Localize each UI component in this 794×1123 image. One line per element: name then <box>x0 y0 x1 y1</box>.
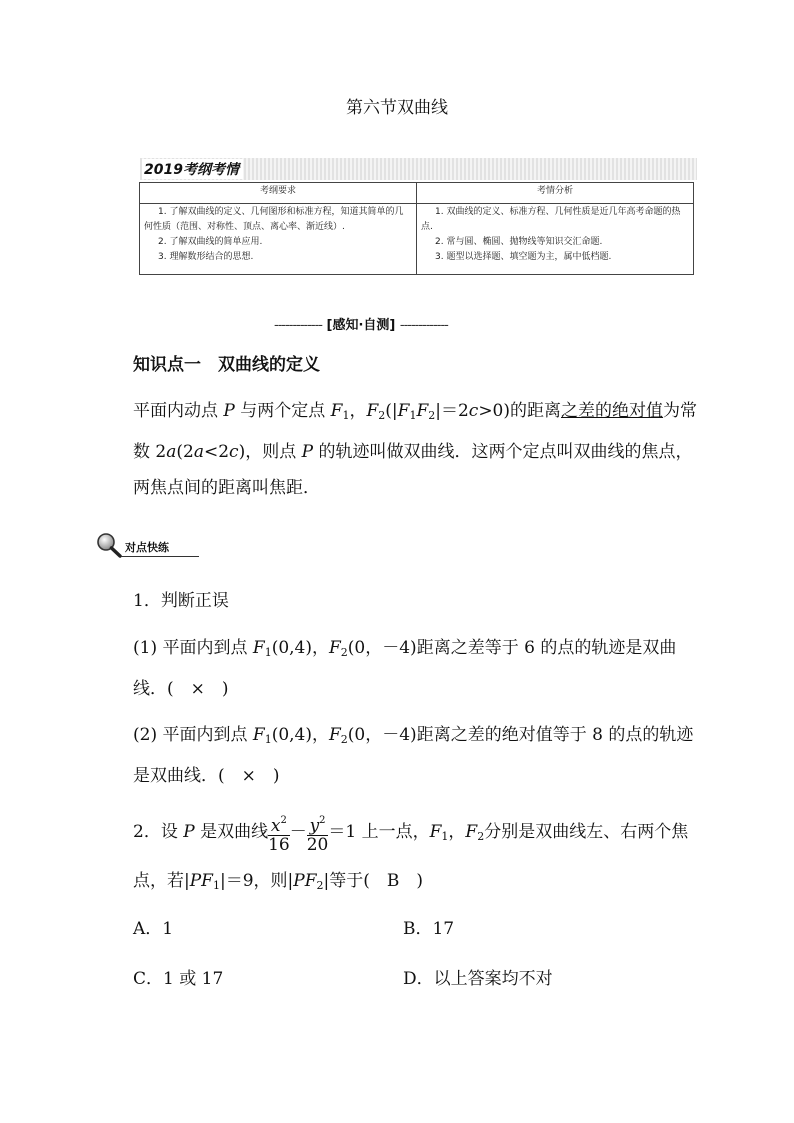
option-d: D．以上答案均不对 <box>403 969 553 989</box>
requirement-item: 3. 理解数形结合的思想. <box>158 252 254 262</box>
option-a: A．1 <box>133 919 174 939</box>
analysis-cell <box>417 204 694 275</box>
analysis-item: 3. 题型以选择题、填空题为主，属中低档题. <box>435 252 612 262</box>
fraction-x2-16: $\frac{x^2}{16}$ <box>268 812 290 854</box>
divider-label: [感知·自测] <box>326 318 396 333</box>
requirement-item: 1. 了解双曲线的定义、几何图形和标准方程，知道其简单的几何性质（范围、对称性、顶点、离心率、渐近线）. <box>144 207 404 232</box>
practice-label: 对点快练 <box>125 541 169 554</box>
requirements-cell <box>140 204 417 275</box>
q2-stem: 2．设 P 是双曲线 $\frac{x^2}{16}$ － $\frac{y^2}{20}$ ＝1 上一点，$F_1$，$F_2$分别是双曲线左、右两个焦点，若$|PF_1|=9$，则$|PF_2|$等于( B ) <box>133 810 703 908</box>
magnifier-icon <box>95 532 125 558</box>
fraction-y2-20: $\frac{y^2}{20}$ <box>307 812 329 854</box>
underlined-term: 之差的绝对值 <box>561 401 664 421</box>
banner-label: 2019考纲考情 <box>142 159 243 179</box>
option-c: C．1 或 17 <box>133 969 224 989</box>
syllabus-table <box>139 182 694 275</box>
q1-item-1: (1) 平面内到点 $F_1(0,4)$，$F_2(0$，－4)距离之差等于 6 的点的轨迹是双曲线．( × ) <box>133 638 677 699</box>
page-title: 第六节双曲线 <box>346 98 448 118</box>
table-header-requirements: 考纲要求 <box>140 183 417 204</box>
q1-item-2: (2) 平面内到点 $F_1(0,4)$，$F_2(0$，－4)距离之差的绝对值等于 8 的点的轨迹是双曲线．( × ) <box>133 725 694 786</box>
practice-section-header <box>95 532 199 558</box>
analysis-item: 2. 常与圆、椭圆、抛物线等知识交汇命题. <box>435 237 603 247</box>
q1-heading: 1．判断正误 <box>133 591 229 611</box>
practice-underline <box>121 556 199 557</box>
divider-dash-left: ------------- <box>274 318 322 333</box>
section-divider <box>274 314 448 333</box>
option-b: B．17 <box>403 919 455 939</box>
knowledge-heading: 知识点一 双曲线的定义 <box>133 355 320 375</box>
definition-paragraph: 平面内动点 P 与两个定点 $F_1$，$F_2(|F_1F_2|=2c>0)$的距离之差的绝对值为常数 2a(2a<2c)，则点 P 的轨迹叫做双曲线．这两个定点叫双曲线的焦点，两焦点间的距离叫焦距． <box>133 401 698 498</box>
table-header-analysis: 考情分析 <box>417 183 694 204</box>
requirement-item: 2. 了解双曲线的简单应用. <box>158 237 263 247</box>
analysis-item: 1. 双曲线的定义、标准方程、几何性质是近几年高考命题的热点. <box>421 207 681 232</box>
divider-dash-right: ------------- <box>399 318 448 333</box>
